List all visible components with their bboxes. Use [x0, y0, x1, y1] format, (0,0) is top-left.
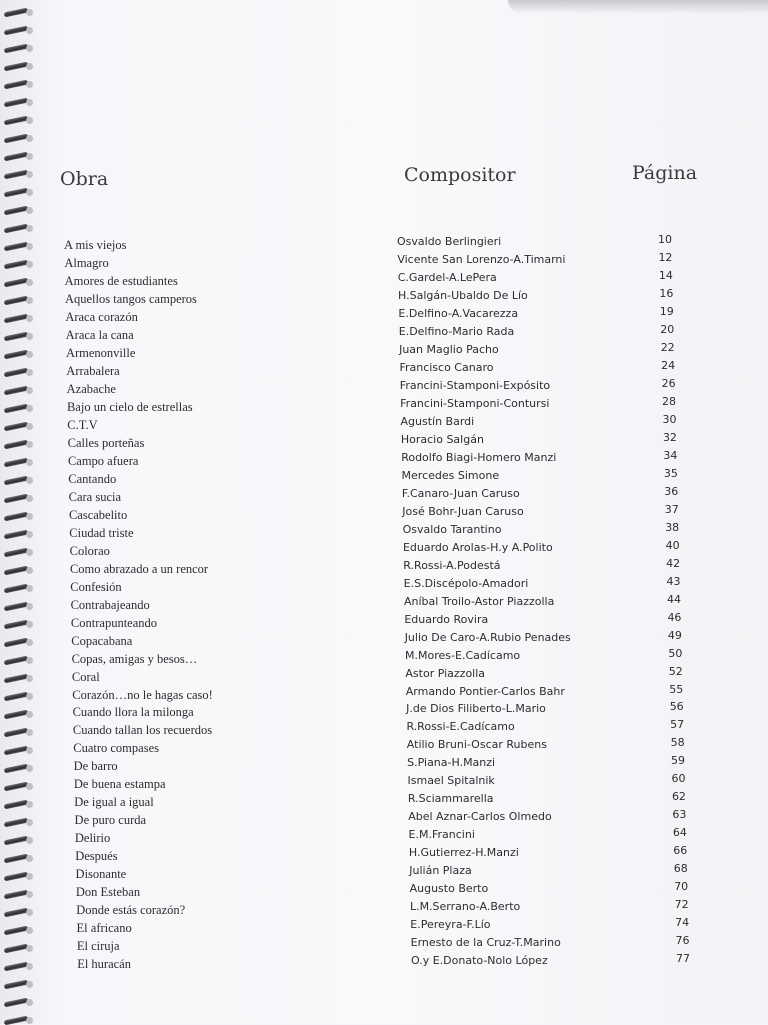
obra-title: Azabache: [66, 381, 116, 396]
table-row: [0, 358, 768, 381]
table-row: [0, 340, 768, 363]
obra-title: Bajo un cielo de estrellas: [66, 399, 193, 414]
page-number: 19: [659, 304, 674, 318]
compositor-name: Abel Aznar-Carlos Olmedo: [408, 810, 552, 824]
table-row: [0, 880, 768, 902]
obra-title: Ciudad triste: [69, 525, 134, 540]
obra-title: Contrapunteando: [70, 615, 158, 630]
table-row: [0, 322, 768, 345]
table-row: [0, 394, 768, 417]
table-row: [0, 430, 768, 453]
obra-title: Armenonville: [65, 345, 136, 360]
page-number: 76: [675, 934, 690, 948]
obra-title: Cascabelito: [68, 507, 128, 522]
obra-title: Después: [75, 849, 118, 864]
table-row: [0, 233, 768, 255]
spiral-coil: [4, 44, 34, 53]
page-number: 37: [664, 502, 679, 516]
obra-title: Amores de estudiantes: [64, 273, 178, 288]
table-row: [0, 286, 768, 309]
table-row: [0, 790, 768, 812]
table-row: [0, 538, 768, 561]
page-number: 36: [664, 484, 679, 498]
page-number: 30: [662, 412, 677, 426]
compositor-name: H.Salgán-Ubaldo De Lío: [398, 288, 528, 302]
table-row: [0, 376, 768, 399]
compositor-name: Ernesto de la Cruz-T.Marino: [410, 936, 561, 950]
page-number: 32: [662, 430, 677, 444]
page-number: 49: [667, 628, 682, 642]
table-row: [0, 682, 768, 705]
compositor-name: Julián Plaza: [409, 864, 472, 878]
page-number: 34: [663, 448, 678, 462]
spiral-coil: [4, 116, 34, 125]
obra-title: De igual a igual: [74, 795, 154, 810]
table-row: [0, 556, 768, 579]
compositor-name: Horacio Salgán: [400, 432, 484, 446]
page-number: 55: [669, 682, 684, 696]
obra-title: Cuatro compases: [73, 741, 159, 756]
obra-title: El ciruja: [76, 939, 120, 954]
table-row: [0, 574, 768, 597]
obra-title: De barro: [73, 759, 118, 774]
page-number: 22: [660, 340, 675, 354]
table-row: [0, 448, 768, 471]
compositor-name: E.S.Discépolo-Amadori: [403, 576, 529, 590]
obra-title: Donde estás corazón?: [76, 903, 186, 918]
obra-title: Campo afuera: [67, 453, 139, 468]
table-row: [0, 628, 768, 651]
page-number: 24: [661, 358, 676, 372]
compositor-name: Eduardo Rovira: [404, 612, 489, 626]
table-row: [0, 610, 768, 633]
compositor-name: J.de Dios Filiberto-L.Mario: [406, 702, 546, 716]
page-number: 38: [665, 520, 680, 534]
obra-title: Copas, amigas y besos…: [71, 651, 198, 666]
page-number: 57: [670, 718, 685, 732]
page-number: 42: [666, 556, 681, 570]
compositor-name: Juan Maglio Pacho: [399, 342, 499, 356]
compositor-name: Francini-Stamponi-Contursi: [400, 396, 550, 410]
spiral-coil: [4, 26, 34, 35]
table-row: [0, 466, 768, 489]
obra-title: Colorao: [69, 543, 110, 558]
table-row: [0, 700, 768, 722]
page-shadow: [508, 0, 768, 14]
page-number: 44: [667, 592, 681, 606]
spiral-coil: [4, 134, 34, 143]
table-row: [0, 772, 768, 794]
compositor-name: Rodolfo Biagi-Homero Manzi: [401, 450, 557, 464]
obra-title: Cantando: [68, 471, 117, 486]
obra-title: Cuando llora la milonga: [72, 705, 194, 720]
compositor-name: Aníbal Troilo-Astor Piazzolla: [404, 594, 555, 608]
obra-title: C.T.V: [67, 417, 98, 432]
obra-title: Arrabalera: [66, 363, 120, 378]
obra-title: Araca la cana: [65, 327, 134, 342]
table-row: [0, 808, 768, 830]
compositor-name: José Bohr-Juan Caruso: [402, 504, 524, 518]
compositor-name: R.Sciammarella: [407, 792, 494, 806]
page-number: 60: [671, 772, 686, 786]
table-row: [0, 934, 768, 956]
obra-title: Corazón…no le hagas caso!: [72, 687, 213, 702]
compositor-name: E.Delfino-Mario Rada: [398, 324, 515, 338]
compositor-name: O.y E.Donato-Nolo López: [411, 954, 548, 968]
page-number: 50: [668, 646, 683, 660]
spiral-coil: [4, 98, 34, 107]
page-number: 35: [663, 466, 678, 480]
table-row: [0, 736, 768, 758]
compositor-name: Osvaldo Tarantino: [402, 522, 502, 536]
spiral-coil: [4, 188, 34, 197]
compositor-name: Eduardo Arolas-H.y A.Polito: [402, 540, 553, 554]
page-number: 52: [668, 664, 683, 678]
compositor-name: C.Gardel-A.LePera: [397, 270, 497, 284]
compositor-name: Armando Pontier-Carlos Bahr: [405, 684, 565, 698]
obra-title: El huracán: [77, 957, 131, 972]
compositor-name: R.Rossi-E.Cadícamo: [406, 720, 515, 734]
page-number: 66: [673, 844, 688, 858]
table-row: [0, 898, 768, 920]
compositor-name: R.Rossi-A.Podestá: [403, 558, 501, 572]
table-row: [0, 862, 768, 884]
table-row: [0, 502, 768, 525]
table-row: [0, 844, 768, 866]
page-number: 12: [658, 250, 673, 264]
compositor-name: F.Canaro-Juan Caruso: [401, 486, 520, 500]
obra-title: De buena estampa: [73, 777, 166, 792]
page-number: 77: [676, 952, 690, 966]
page-number: 28: [662, 394, 677, 408]
obra-title: Coral: [71, 669, 100, 684]
page-number: 68: [673, 862, 688, 876]
page-number: 26: [661, 376, 676, 390]
spiral-coil: [4, 206, 34, 215]
page-number: 58: [670, 736, 685, 750]
table-row: [0, 718, 768, 740]
page-number: 64: [672, 826, 687, 840]
obra-title: El africano: [76, 921, 132, 936]
compositor-name: Agustín Bardi: [400, 414, 475, 428]
table-row: [0, 754, 768, 776]
obra-title: A mis viejos: [64, 238, 127, 252]
page-number: 74: [675, 916, 690, 930]
page-number: 46: [667, 610, 682, 624]
table-row: [0, 304, 768, 327]
page-number: 62: [671, 790, 686, 804]
compositor-name: Osvaldo Berlingieri: [397, 235, 502, 248]
table-row: [0, 268, 768, 291]
compositor-name: E.Delfino-A.Vacarezza: [398, 306, 519, 320]
compositor-name: Atilio Bruni-Oscar Rubens: [406, 738, 547, 752]
column-header-pagina: Página: [632, 162, 698, 184]
table-row: [0, 664, 768, 687]
spiral-coil: [4, 980, 34, 989]
spiral-coil: [4, 224, 34, 233]
obra-title: Araca corazón: [65, 309, 138, 324]
table-row: [0, 646, 768, 669]
obra-title: Copacabana: [71, 633, 133, 648]
table-row: [0, 952, 768, 974]
table-row: [0, 250, 768, 273]
page-number: 10: [658, 233, 672, 246]
obra-title: Calles porteñas: [67, 435, 145, 450]
obra-title: Confesión: [70, 579, 122, 594]
page-number: 40: [665, 538, 680, 552]
table-row: [0, 826, 768, 848]
obra-title: Contrabajeando: [70, 597, 150, 612]
compositor-name: M.Mores-E.Cadícamo: [405, 648, 521, 662]
table-row: [0, 592, 768, 615]
compositor-name: Francisco Canaro: [399, 360, 494, 374]
obra-title: Disonante: [75, 867, 127, 882]
page-number: 63: [672, 808, 687, 822]
compositor-name: L.M.Serrano-A.Berto: [409, 900, 521, 914]
page-number: 72: [674, 898, 689, 912]
table-row: [0, 484, 768, 507]
page-number: 20: [660, 322, 675, 336]
page-number: 14: [658, 268, 673, 282]
page-number: 43: [666, 574, 681, 588]
spiral-coil: [4, 8, 34, 17]
compositor-name: Astor Piazzolla: [405, 666, 486, 680]
spiral-coil: [4, 998, 34, 1007]
table-row: [0, 916, 768, 938]
compositor-name: Julio De Caro-A.Rubio Penades: [404, 630, 571, 644]
obra-title: Almagro: [64, 255, 109, 270]
table-row: [0, 412, 768, 435]
obra-title: Aquellos tangos camperos: [64, 291, 197, 306]
compositor-name: Ismael Spitalnik: [407, 774, 495, 788]
page-number: 70: [674, 880, 689, 894]
table-row: [0, 520, 768, 543]
compositor-name: H.Gutierrez-H.Manzi: [408, 846, 519, 860]
obra-title: Delirio: [74, 831, 111, 846]
obra-title: De puro curda: [74, 813, 147, 828]
column-header-obra: Obra: [60, 168, 109, 190]
page-number: 56: [669, 700, 684, 714]
obra-title: Cara sucia: [68, 489, 122, 504]
compositor-name: Augusto Berto: [409, 882, 489, 896]
spiral-coil: [4, 80, 34, 89]
compositor-name: Vicente San Lorenzo-A.Timarni: [397, 252, 566, 266]
compositor-name: S.Piana-H.Manzi: [407, 756, 496, 770]
page-number: 59: [671, 754, 686, 768]
obra-title: Como abrazado a un rencor: [69, 561, 209, 576]
obra-title: Cuando tallan los recuerdos: [72, 723, 213, 738]
compositor-name: Francini-Stamponi-Expósito: [399, 378, 551, 392]
compositor-name: Mercedes Simone: [401, 468, 500, 482]
compositor-name: E.Pereyra-F.Lío: [410, 918, 491, 932]
obra-title: Don Esteban: [75, 885, 141, 900]
spiral-coil: [4, 62, 34, 71]
spiral-coil: [4, 170, 34, 179]
spiral-coil: [4, 152, 34, 161]
column-header-compositor: Compositor: [404, 164, 516, 186]
page-number: 16: [659, 286, 674, 300]
compositor-name: E.M.Francini: [408, 828, 475, 842]
